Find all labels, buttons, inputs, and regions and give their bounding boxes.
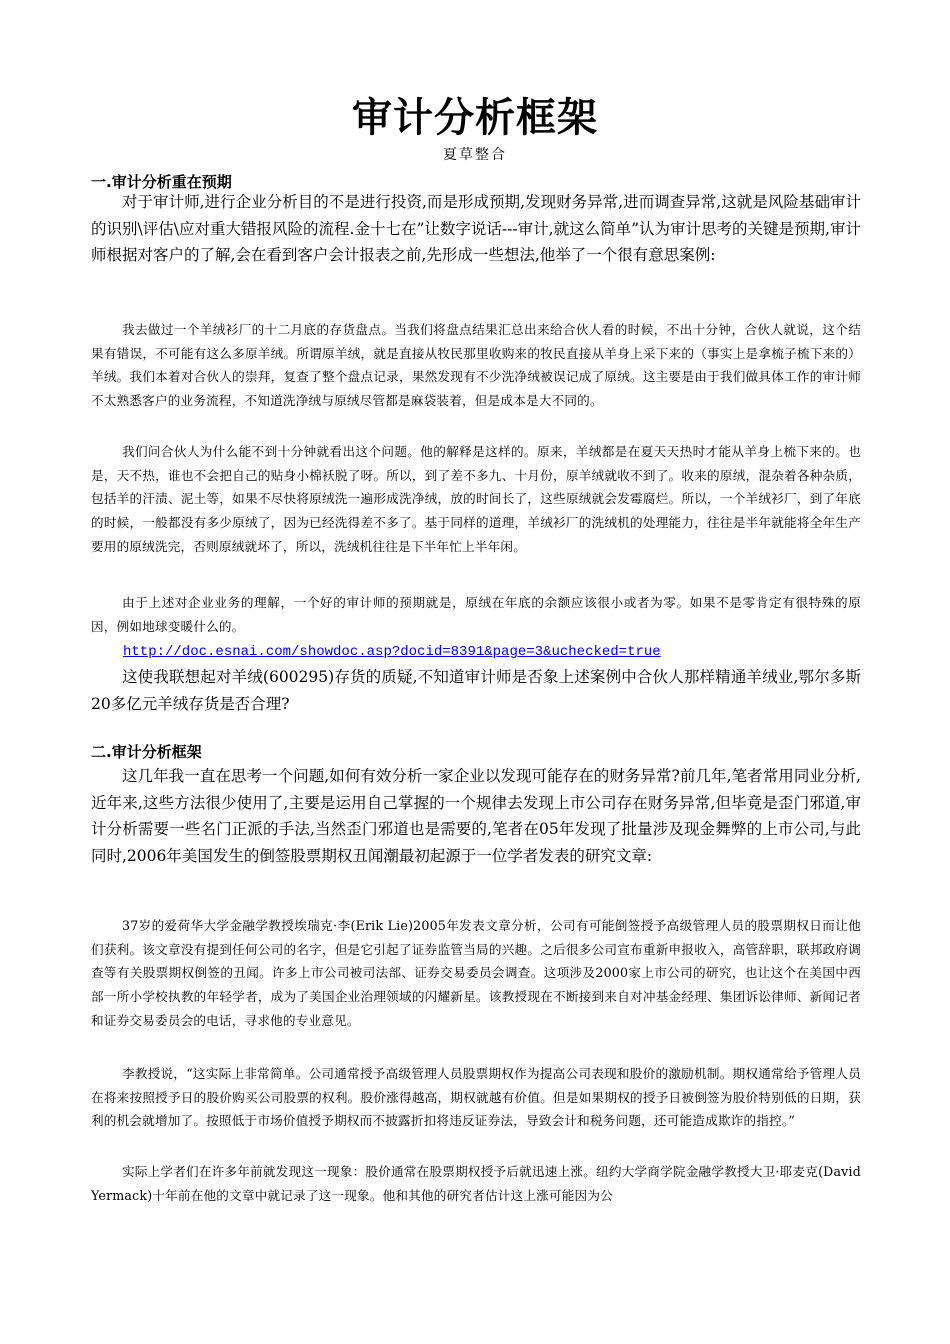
document-subtitle: 夏草整合 [443,147,507,163]
section-2-quote-3: 实际上学者们在许多年前就发现这一现象：股价通常在股票期权授予后就迅速上涨。纽约大学商学院金融学教授大卫·耶麦克(David Yermack)十年前在他的文章中就记录了这一现象。他和其他的研究者估计这上涨可能因为公 [91,1164,861,1203]
section-2-quote-2: 李教授说，“这实际上非常简单。公司通常授予高级管理人员股票期权作为提高公司表现和股价的激励机制。期权通常给予管理人员在将来按照授予日的股价购买公司股票的权利。股价涨得越高，期权就越有价值。但是如果期权的授予日被倒签为股价特别低的日期，获利的机会就增加了。按照低于市场价值授予期权而不披露折扣将违反证券法，导致会计和税务问题，还可能造成欺诈的指控。” [91,1066,861,1129]
section-1-heading: 一.审计分析重在预期 [91,173,232,191]
section-1-intro: 对于审计师,进行企业分析目的不是进行投资,而是形成预期,发现财务异常,进而调查异常,这就是风险基础审计的识别\评估\应对重大错报风险的流程.金十七在”让数字说话---审计,就这么简单”认为审计思考的关键是预期,审计师根据对客户的了解,会在看到客户会计报表之前,先形成一些想法,他举了一个很有意思案例: [91,193,861,264]
section-2-intro: 这几年我一直在思考一个问题,如何有效分析一家企业以发现可能存在的财务异常?前几年,笔者常用同业分析,近年来,这些方法很少使用了,主要是运用自己掌握的一个规律去发现上市公司存在财务异常,但毕竟是歪门邪道,审计分析需要一些名门正派的手法,当然歪门邪道也是需要的,笔者在05年发现了批量涉及现金舞弊的上市公司,与此同时,2006年美国发生的倒签股票期权丑闻潮最初起源于一位学者发表的研究文章: [91,767,861,865]
source-link[interactable]: http://doc.esnai.com/showdoc.asp?docid=8391&page=3&uchecked=true [123,644,661,660]
section-2-quote-1: 37岁的爱荷华大学金融学教授埃瑞克·李(Erik Lie)2005年发表文章分析，公司有可能倒签授予高级管理人员的股票期权日而让他们获利。该文章没有提到任何公司的名字，但是它引起了证券监管当局的兴趣。之后很多公司宣布重新申报收入，高管辞职，联邦政府调查等有关股票期权倒签的丑闻。许多上市公司被司法部、证券交易委员会调查。这项涉及2000家上市公司的研究，也让这个在美国中西部一所小学校执教的年轻学者，成为了美国企业治理领域的闪耀新星。该教授现在不断接到来自对冲基金经理、集团诉讼律师、新闻记者和证券交易委员会的电话，寻求他的专业意见。 [91,918,861,1028]
section-1-quote-1: 我去做过一个羊绒衫厂的十二月底的存货盘点。当我们将盘点结果汇总出来给合伙人看的时候，不出十分钟，合伙人就说，这个结果有错误，不可能有这么多原羊绒。所谓原羊绒，就是直接从牧民那里收购来的牧民直接从羊身上采下来的（事实上是拿梳子梳下来的）羊绒。我们本着对合伙人的崇拜，复查了整个盘点记录，果然发现有不少洗净绒被误记成了原绒。这主要是由于我们做具体工作的审计师不太熟悉客户的业务流程，不知道洗净绒与原绒尽管都是麻袋装着，但是成本是大不同的。 [91,322,861,409]
section-2-heading: 二.审计分析框架 [91,743,202,761]
document-title: 审计分析框架 [352,95,598,141]
section-1-quote-3: 由于上述对企业业务的理解，一个好的审计师的预期就是，原绒在年底的余额应该很小或者为零。如果不是零肯定有很特殊的原因，例如地球变暖什么的。 [91,595,861,634]
section-1-quote-2: 我们问合伙人为什么能不到十分钟就看出这个问题。他的解释是这样的。原来，羊绒都是在夏天天热时才能从羊身上梳下来的。也是，天不热，谁也不会把自己的贴身小棉袄脱了呀。所以，到了差不多九、十月份，原羊绒就收不到了。收来的原绒，混杂着各种杂质，包括羊的汗渍、泥土等，如果不尽快将原绒洗一遍形成洗净绒，放的时间长了，这些原绒就会发霉腐烂。所以，一个羊绒衫厂，到了年底的时候，一般都没有多少原绒了，因为已经洗得差不多了。基于同样的道理，羊绒衫厂的洗绒机的处理能力，往往是半年就能将全年生产要用的原绒洗完，否则原绒就坏了，所以，洗绒机往往是下半年忙上半年闲。 [91,444,861,554]
section-1-followup: 这使我联想起对羊绒(600295)存货的质疑,不知道审计师是否象上述案例中合伙人那样精通羊绒业,鄂尔多斯20多亿元羊绒存货是否合理? [91,668,861,713]
